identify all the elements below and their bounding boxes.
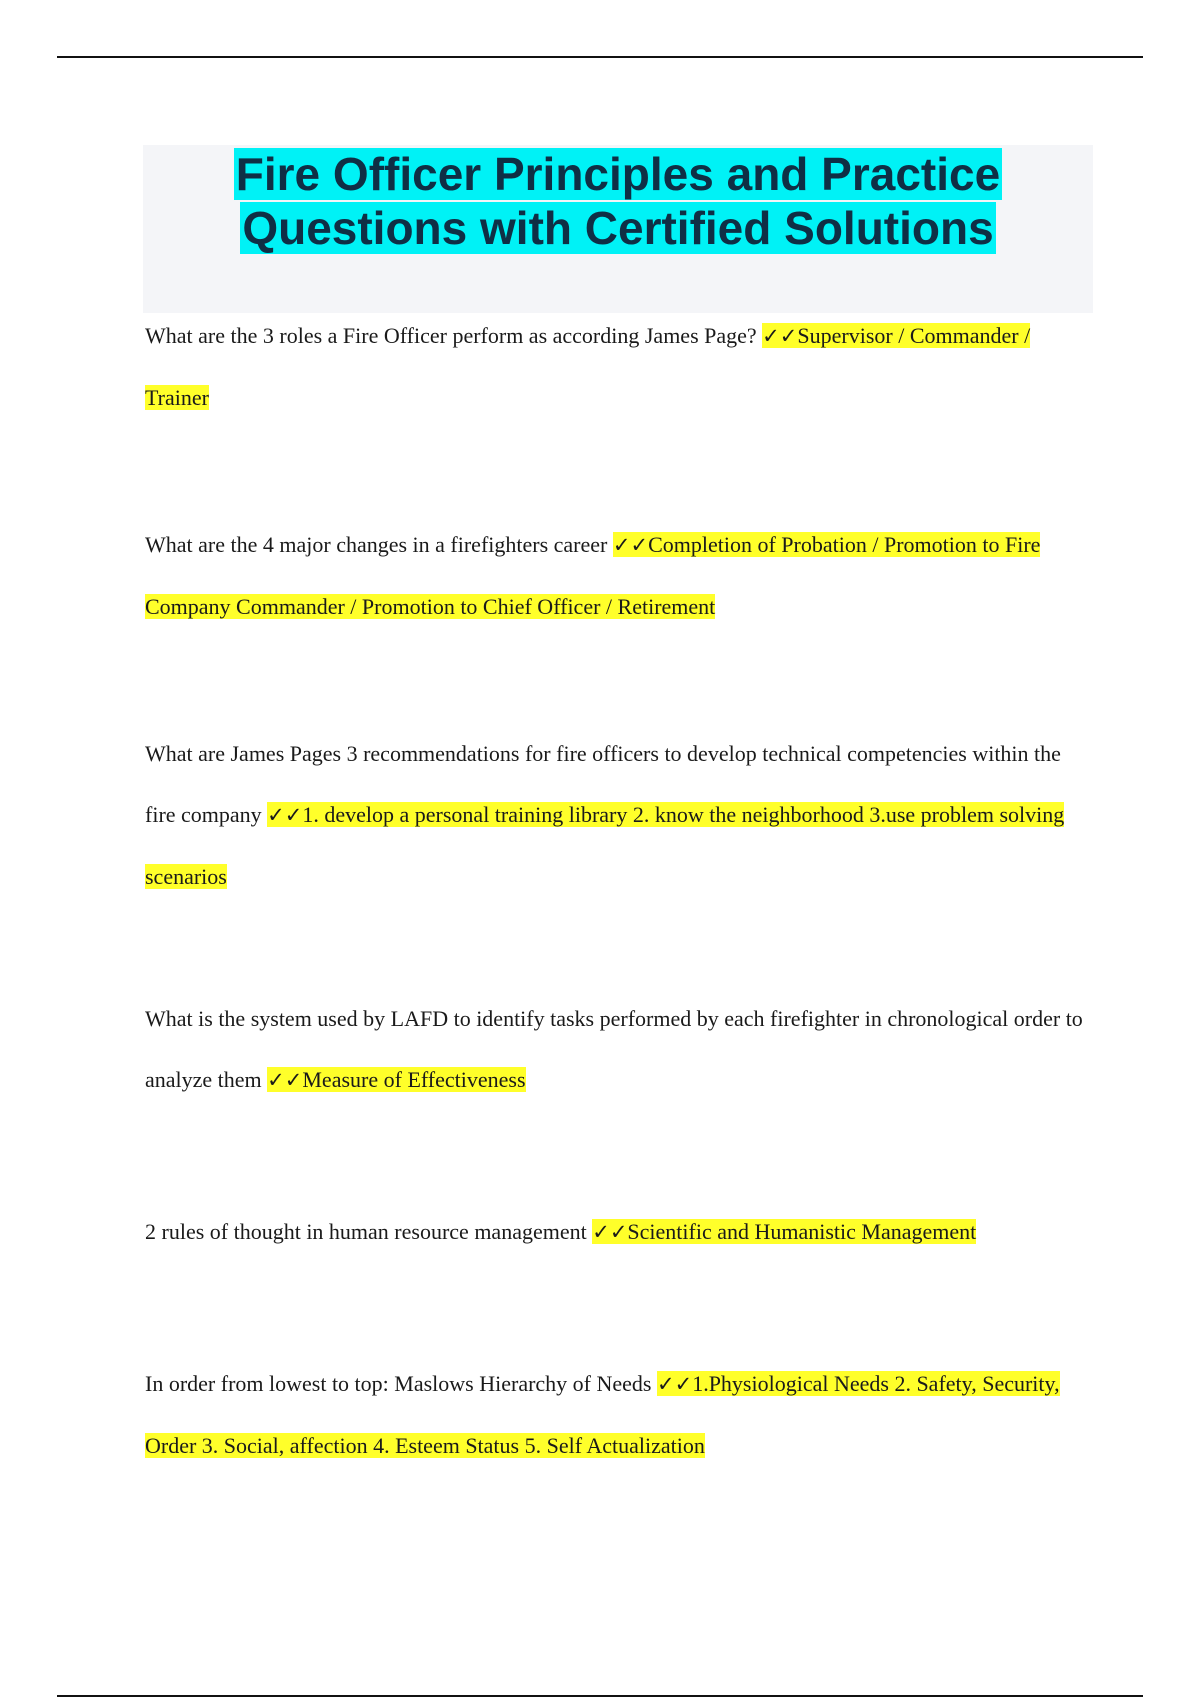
double-check-icon: ✓✓: [612, 533, 649, 557]
answer-highlight: [145, 802, 1064, 889]
question-text: In order from lowest to top: Maslows Hierarchy of Needs: [145, 1371, 652, 1396]
answer-highlight: [592, 1219, 976, 1244]
question-text: What are James Pages 3 recommendations for fire officers to develop technical competencies within the fire company: [145, 741, 1061, 827]
bottom-rule: [57, 1695, 1143, 1697]
double-check-icon: ✓✓: [267, 803, 303, 827]
answer-text: 1. develop a personal training library 2. know the neighborhood 3.use problem solving scenarios: [145, 802, 1065, 889]
qa-item-4: [145, 988, 1090, 1111]
qa-list: [145, 305, 1090, 1476]
top-rule: [57, 56, 1143, 58]
qa-item-3: [145, 723, 1090, 907]
title-line-2: Questions with Certified Solutions: [242, 202, 994, 254]
double-check-icon: ✓✓: [592, 1220, 628, 1244]
double-check-icon: ✓✓: [267, 1068, 303, 1092]
title-panel: [143, 145, 1093, 313]
double-check-icon: ✓✓: [656, 1372, 693, 1396]
document-title: [143, 145, 1093, 255]
question-text: What is the system used by LAFD to identify tasks performed by each firefighter in chronological order to analyze them: [145, 1006, 1083, 1092]
question-text: 2 rules of thought in human resource management: [145, 1219, 587, 1244]
answer-text: 1.Physiological Needs 2. Safety, Security, Order 3. Social, affection 4. Esteem Status 5. Self Actualization: [145, 1371, 1060, 1458]
qa-item-1: [145, 305, 1090, 428]
title-line-1: Fire Officer Principles and Practice: [235, 148, 1001, 200]
qa-item-6: [145, 1353, 1090, 1476]
answer-text: Supervisor / Commander / Trainer: [145, 323, 1031, 410]
qa-item-2: [145, 514, 1090, 637]
answer-text: Scientific and Humanistic Management: [627, 1219, 977, 1244]
answer-text: Measure of Effectiveness: [302, 1067, 526, 1092]
question-text: What are the 3 roles a Fire Officer perform as according James Page?: [145, 323, 757, 348]
answer-text: Completion of Probation / Promotion to Fire Company Commander / Promotion to Chief Officer / Retirement: [145, 532, 1041, 619]
qa-item-5: [145, 1201, 1090, 1263]
answer-highlight: [267, 1067, 525, 1092]
question-text: What are the 4 major changes in a firefighters career: [145, 532, 608, 557]
double-check-icon: ✓✓: [762, 324, 798, 348]
